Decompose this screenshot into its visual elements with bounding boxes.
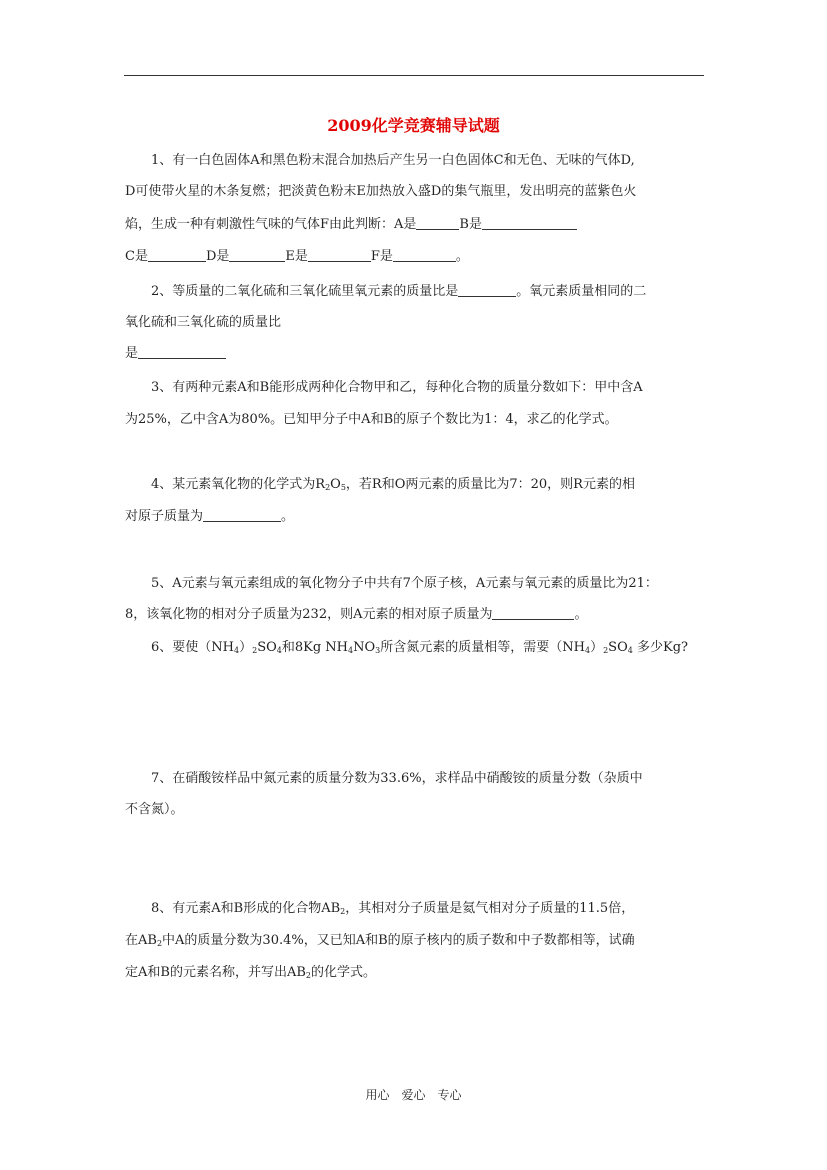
q1-text-end: 。 bbox=[455, 249, 469, 264]
answer-blank-atomic-mass[interactable] bbox=[203, 509, 281, 522]
q6-s1: 4 bbox=[233, 646, 240, 655]
q2-line-2: 氧化硫和三氧化硫的质量比 bbox=[125, 315, 282, 330]
answer-blank-f[interactable] bbox=[393, 249, 456, 262]
q6-t8: SO bbox=[608, 640, 628, 655]
q2-text-a: 2、等质量的二氧化硫和三氧化硫里氧元素的质量比是 bbox=[151, 284, 459, 299]
q1-text-f: F是 bbox=[370, 249, 393, 264]
q1-line-1: 1、有一白色固体A和黑色粉末混合加热后产生另一白色固体C和无色、无味的气体D, bbox=[151, 153, 635, 168]
page-footer: 用心 爱心 专心 bbox=[365, 1088, 462, 1102]
answer-blank-e[interactable] bbox=[308, 249, 371, 262]
q6-s8: 4 bbox=[627, 646, 633, 655]
q1-line-2: D可使带火星的木条复燃；把淡黄色粉末E加热放入盛D的集气瓶里，发出明亮的蓝紫色火 bbox=[125, 184, 637, 199]
q8-t4: 中A的质量分数为30.4%，又已知A和B的原子核内的质子数和中子数都相等，试确 bbox=[162, 933, 635, 948]
q8-line-3 bbox=[125, 965, 376, 981]
q4-text-d: 对原子质量为 bbox=[125, 509, 204, 524]
q1-text-b: B是 bbox=[459, 217, 482, 232]
q1-text-d: D是 bbox=[205, 249, 230, 264]
page-title: 2009化学竞赛辅导试题 bbox=[327, 116, 500, 135]
q2-text-b: 。氧元素质量相同的二 bbox=[516, 284, 647, 299]
q3-line-2: 为25%，乙中含A为80%。已知甲分子中A和B的原子个数比为1：4，求乙的化学式。 bbox=[125, 412, 618, 427]
answer-blank-b[interactable] bbox=[482, 217, 577, 230]
q6-s4: 4 bbox=[348, 646, 354, 655]
q8-t3: 在AB bbox=[125, 933, 157, 948]
answer-blank-a-mass[interactable] bbox=[492, 607, 574, 620]
q2-line-1 bbox=[151, 284, 646, 300]
q2-line-3 bbox=[125, 346, 226, 362]
q4-text-c: ，若R和O两元素的质量比为7：20，则R元素的相 bbox=[345, 477, 635, 492]
header-rule bbox=[124, 75, 704, 76]
q1-text-a: 焰，生成一种有刺激性气味的气体F由此判断：A是 bbox=[125, 217, 417, 232]
q6-s6: 4 bbox=[584, 646, 591, 655]
q6-t5: NO bbox=[353, 640, 376, 655]
q7-line-1: 7、在硝酸铵样品中氮元素的质量分数为33.6%，求样品中硝酸铵的质量分数（杂质中 bbox=[151, 771, 643, 786]
q6-s5: 3 bbox=[375, 646, 381, 655]
q1-line-3 bbox=[125, 217, 577, 233]
q7-line-2: 不含氮）。 bbox=[125, 802, 184, 817]
q1-text-e: E是 bbox=[285, 249, 308, 264]
q5-line-1: 5、A元素与氧元素组成的氧化物分子中共有7个原子核，A元素与氧元素的质量比为21： bbox=[151, 576, 658, 591]
q5-text-end: 。 bbox=[574, 607, 588, 622]
q6-s3: 4 bbox=[276, 646, 282, 655]
q3-line-1: 3、有两种元素A和B能形成两种化合物甲和乙，每种化合物的质量分数如下：甲中含A bbox=[151, 380, 643, 395]
q1-line-4 bbox=[125, 249, 469, 265]
q4-line-2 bbox=[125, 509, 294, 525]
q2-text-c: 是 bbox=[125, 346, 139, 361]
q5-text-a: 8，该氧化物的相对分子质量为232，则A元素的相对原子质量为 bbox=[125, 607, 493, 622]
q4-text-a: 4、某元素氧化物的化学式为R bbox=[151, 477, 326, 492]
q5-line-2 bbox=[125, 607, 588, 623]
q6-t9: 多少Kg? bbox=[632, 640, 688, 655]
answer-blank-d[interactable] bbox=[229, 249, 285, 262]
answer-blank-ratio[interactable] bbox=[458, 284, 516, 297]
q4-sub-2: 5 bbox=[340, 483, 346, 492]
q8-s2: 2 bbox=[156, 939, 163, 948]
answer-blank-mass-ratio[interactable] bbox=[138, 346, 226, 359]
q6-t4: 和8Kg NH bbox=[281, 640, 349, 655]
q8-line-2 bbox=[125, 933, 635, 949]
answer-blank-a[interactable] bbox=[416, 217, 459, 230]
q4-text-end: 。 bbox=[281, 509, 295, 524]
q6-t3: SO bbox=[257, 640, 277, 655]
q8-t6: 的化学式。 bbox=[310, 965, 376, 980]
q6-s7: 2 bbox=[603, 646, 609, 655]
q6-t1: 6、要使（NH bbox=[151, 640, 234, 655]
q6-t2: ） bbox=[239, 640, 253, 655]
q6-line-1 bbox=[151, 640, 688, 656]
q4-text-b: O bbox=[330, 477, 341, 492]
q8-t5: 定A和B的元素名称，并写出AB bbox=[125, 965, 306, 980]
answer-blank-c[interactable] bbox=[148, 249, 206, 262]
q1-text-c: C是 bbox=[125, 249, 148, 264]
q4-sub-1: 2 bbox=[325, 483, 331, 492]
q8-t1: 8、有元素A和B形成的化合物AB bbox=[151, 901, 341, 916]
q8-s1: 2 bbox=[340, 907, 346, 916]
q8-s3: 2 bbox=[305, 971, 311, 980]
q6-s2: 2 bbox=[252, 646, 258, 655]
q6-t7: ） bbox=[590, 640, 604, 655]
q8-t2: ，其相对分子质量是氦气相对分子质量的11.5倍， bbox=[345, 901, 635, 916]
q6-t6: 所含氮元素的质量相等，需要（NH bbox=[380, 640, 585, 655]
q8-line-1 bbox=[151, 901, 634, 917]
q4-line-1 bbox=[151, 477, 635, 493]
